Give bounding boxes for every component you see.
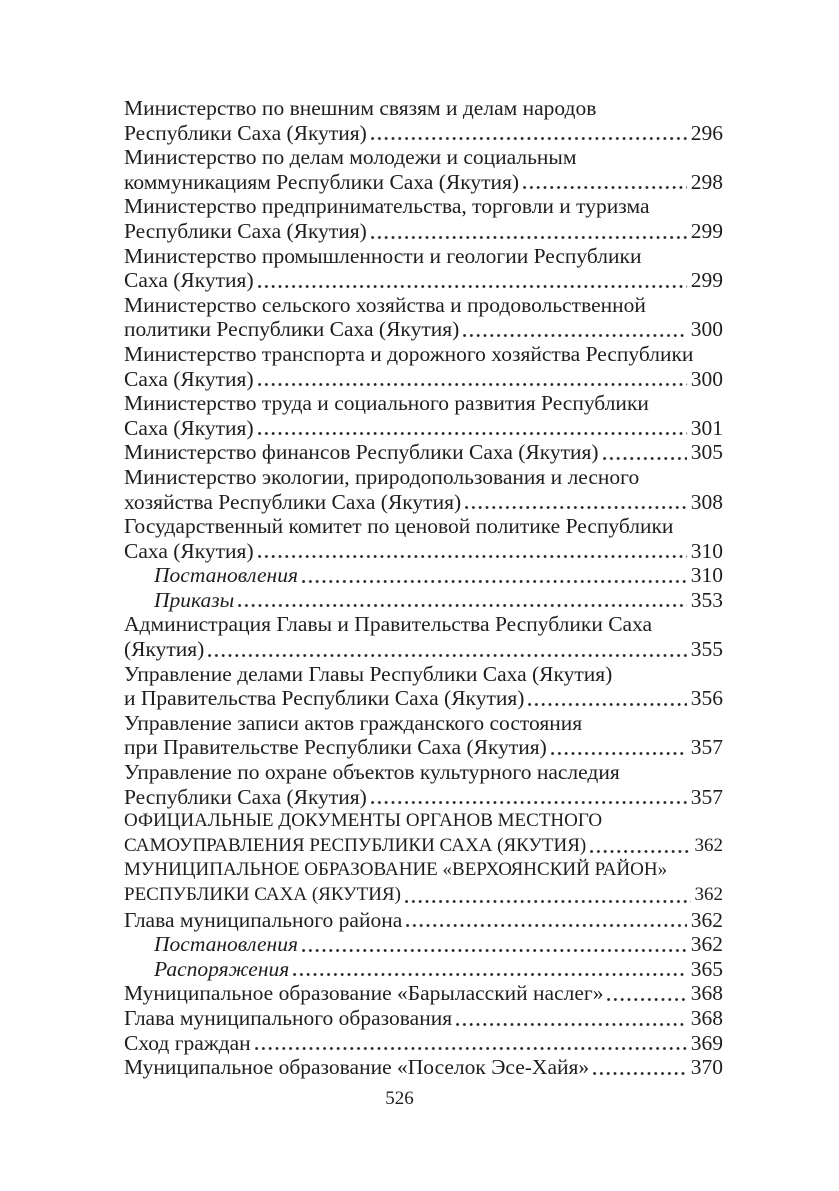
toc-entry	[124, 908, 723, 933]
toc-page-number: 300	[690, 317, 723, 342]
toc-page-number: 362	[694, 834, 723, 856]
dot-leader	[302, 579, 687, 584]
toc-entry	[124, 1031, 723, 1056]
toc-entry	[124, 711, 723, 760]
toc-entry-text: Саха (Якутия)	[124, 538, 254, 563]
toc-line	[124, 612, 723, 637]
toc-line	[124, 145, 723, 170]
toc-entry-text: МУНИЦИПАЛЬНОЕ ОБРАЗОВАНИЕ «ВЕРХОЯНСКИЙ РАЙОН»	[124, 859, 668, 881]
dot-leader	[371, 136, 687, 141]
toc-page-number: 310	[690, 563, 723, 588]
toc-line	[124, 244, 723, 269]
dot-leader	[255, 1046, 687, 1051]
dot-leader	[607, 997, 686, 1002]
toc-line	[124, 785, 723, 810]
toc-line	[124, 342, 723, 367]
toc-entry	[124, 563, 723, 588]
toc-entry-text: Республики Саха (Якутия)	[124, 784, 367, 809]
toc-page-number: 298	[690, 169, 723, 194]
toc-page-number: 305	[690, 440, 723, 465]
toc-line	[124, 416, 723, 441]
toc-line	[124, 1055, 723, 1080]
toc-entry-text: Глава муниципального образования	[124, 1005, 453, 1030]
toc-line	[124, 539, 723, 564]
toc-entry-text: Распоряжения	[154, 956, 290, 981]
toc-page-number: 353	[690, 587, 723, 612]
toc-entry-text: Постановления	[154, 563, 298, 588]
dot-leader	[603, 456, 687, 461]
toc-line	[124, 563, 723, 588]
toc-entry-text: Республики Саха (Якутия)	[124, 120, 367, 145]
toc-entry-text: ОФИЦИАЛЬНЫЕ ДОКУМЕНТЫ ОРГАНОВ МЕСТНОГО	[124, 810, 603, 832]
toc-entry-text: Министерство по внешним связям и делам народов	[124, 96, 597, 120]
dot-leader	[371, 800, 687, 805]
toc-line	[124, 957, 723, 982]
toc-page-number: 362	[690, 932, 723, 957]
toc-entry	[124, 1055, 723, 1080]
toc-entry	[124, 809, 723, 858]
toc-page-number: 299	[690, 268, 723, 293]
toc-entry	[124, 145, 723, 194]
toc-entry-text: САМОУПРАВЛЕНИЯ РЕСПУБЛИКИ САХА (ЯКУТИЯ)	[124, 834, 587, 856]
dot-leader	[528, 702, 686, 707]
toc-page-number: 296	[690, 120, 723, 145]
toc-entry	[124, 465, 723, 514]
toc-line	[124, 465, 723, 490]
toc-entry-text: Министерство финансов Республики Саха (Якутия)	[124, 440, 599, 465]
toc-entry-text: Муниципальное образование «Барыласский наслег»	[124, 981, 604, 1006]
toc-page-number: 310	[690, 538, 723, 563]
toc-line	[124, 932, 723, 957]
toc-line	[124, 170, 723, 195]
toc-line	[124, 735, 723, 760]
toc-line	[124, 391, 723, 416]
toc-page-number: 370	[690, 1055, 723, 1080]
toc-line	[124, 293, 723, 318]
dot-leader	[258, 284, 687, 289]
toc-entry	[124, 1006, 723, 1031]
toc-line	[124, 490, 723, 515]
toc-page-number: 365	[690, 956, 723, 981]
dot-leader	[465, 505, 687, 510]
dot-leader	[406, 923, 686, 928]
toc-entry-text: Постановления	[154, 932, 298, 957]
toc-entry	[124, 932, 723, 957]
toc-line	[124, 1006, 723, 1031]
toc-line	[124, 686, 723, 711]
dot-leader	[293, 972, 687, 977]
toc-page-number: 299	[690, 218, 723, 243]
toc-entry	[124, 244, 723, 293]
toc-entry-text: Управление записи актов гражданского состояния	[124, 710, 583, 735]
toc-entry	[124, 981, 723, 1006]
toc-entry-text: (Якутия)	[124, 637, 205, 662]
toc-page-number: 368	[690, 1005, 723, 1030]
toc-line	[124, 662, 723, 687]
toc-line	[124, 440, 723, 465]
dot-leader	[371, 235, 687, 240]
dot-leader	[405, 899, 691, 904]
toc-entry-text: коммуникациям Республики Саха (Якутия)	[124, 169, 520, 194]
toc-line	[124, 809, 723, 834]
toc-entry-text: Управление делами Главы Республики Саха (Якутия)	[124, 661, 613, 686]
toc-entry-text: хозяйства Республики Саха (Якутия)	[124, 489, 462, 514]
toc-entry	[124, 760, 723, 809]
toc-entry-text: Министерство по делам молодежи и социальным	[124, 145, 577, 170]
toc-entry-text: Приказы	[154, 587, 235, 612]
toc-line	[124, 194, 723, 219]
toc-line	[124, 908, 723, 933]
toc-page-number: 369	[690, 1030, 723, 1055]
toc-page-number: 368	[690, 981, 723, 1006]
toc-entry-text: Министерство сельского хозяйства и продовольственной	[124, 292, 646, 317]
toc-entry	[124, 194, 723, 243]
toc-line	[124, 514, 723, 539]
toc-page-number: 308	[690, 489, 723, 514]
toc-entry	[124, 440, 723, 465]
toc-entry	[124, 858, 723, 907]
toc-page-number: 355	[690, 637, 723, 662]
toc-page-number: 362	[690, 907, 723, 932]
toc-entry-text: при Правительстве Республики Саха (Якутия)	[124, 735, 547, 760]
toc-line	[124, 883, 723, 908]
toc-entry	[124, 612, 723, 661]
dot-leader	[593, 1071, 687, 1076]
toc-entry-text: Сход граждан	[124, 1030, 251, 1055]
toc-entry	[124, 293, 723, 342]
dot-leader	[523, 185, 687, 190]
toc-entry-text: Министерство предпринимательства, торговли и туризма	[124, 194, 650, 219]
toc-line	[124, 317, 723, 342]
toc-entry-text: Управление по охране объектов культурного наследия	[124, 760, 620, 785]
toc-line	[124, 1031, 723, 1056]
toc-line	[124, 96, 723, 121]
toc-line	[124, 268, 723, 293]
toc-line	[124, 367, 723, 392]
toc-page-number: 356	[690, 686, 723, 711]
toc-entry-text: Саха (Якутия)	[124, 268, 254, 293]
toc-line	[124, 858, 723, 883]
toc-entry-text: Республики Саха (Якутия)	[124, 218, 367, 243]
toc-line	[124, 834, 723, 859]
toc-entry-text: политики Республики Саха (Якутия)	[124, 317, 460, 342]
dot-leader	[208, 653, 686, 658]
toc-entry	[124, 957, 723, 982]
dot-leader	[463, 333, 686, 338]
toc-entry	[124, 514, 723, 563]
toc-entry-text: Министерство экологии, природопользования и лесного	[124, 464, 640, 489]
toc-entry	[124, 588, 723, 613]
toc-entry	[124, 342, 723, 391]
toc-entry-text: РЕСПУБЛИКИ САХА (ЯКУТИЯ)	[124, 884, 401, 905]
toc-page-number: 357	[690, 784, 723, 809]
toc-line	[124, 711, 723, 736]
toc-line	[124, 588, 723, 613]
toc-entry-text: Муниципальное образование «Поселок Эсе-Хайя»	[124, 1055, 590, 1080]
toc-entry-text: Глава муниципального района	[124, 907, 403, 932]
toc-entry	[124, 96, 723, 145]
toc-entry	[124, 662, 723, 711]
toc-entry-text: Администрация Главы и Правительства Республики Саха	[124, 612, 653, 637]
dot-leader	[258, 382, 687, 387]
dot-leader	[302, 948, 687, 953]
toc-line	[124, 637, 723, 662]
toc-page-number: 301	[690, 415, 723, 440]
toc-page-number: 300	[690, 366, 723, 391]
toc-entry-text: Министерство промышленности и геологии Республики	[124, 243, 642, 268]
dot-leader	[238, 603, 687, 608]
toc-page-number: 362	[694, 884, 723, 905]
toc-page-number: 357	[690, 735, 723, 760]
page-number: 526	[385, 1088, 414, 1109]
dot-leader	[456, 1022, 687, 1027]
toc-entry	[124, 391, 723, 440]
toc-entry-text: Министерство труда и социального развития Республики	[124, 391, 649, 416]
toc-line	[124, 981, 723, 1006]
dot-leader	[258, 554, 687, 559]
toc-entry-text: и Правительства Республики Саха (Якутия)	[124, 686, 525, 711]
toc-line	[124, 760, 723, 785]
toc-entry-text: Министерство транспорта и дорожного хозяйства Республики	[124, 341, 694, 366]
toc-entry-text: Государственный комитет по ценовой политике Республики	[124, 514, 674, 539]
toc-entry-text: Саха (Якутия)	[124, 366, 254, 391]
toc-line	[124, 121, 723, 146]
dot-leader	[590, 849, 690, 854]
dot-leader	[258, 431, 687, 436]
toc-entry-text: Саха (Якутия)	[124, 415, 254, 440]
toc-line	[124, 219, 723, 244]
dot-leader	[551, 751, 687, 756]
toc-list	[124, 96, 723, 1080]
